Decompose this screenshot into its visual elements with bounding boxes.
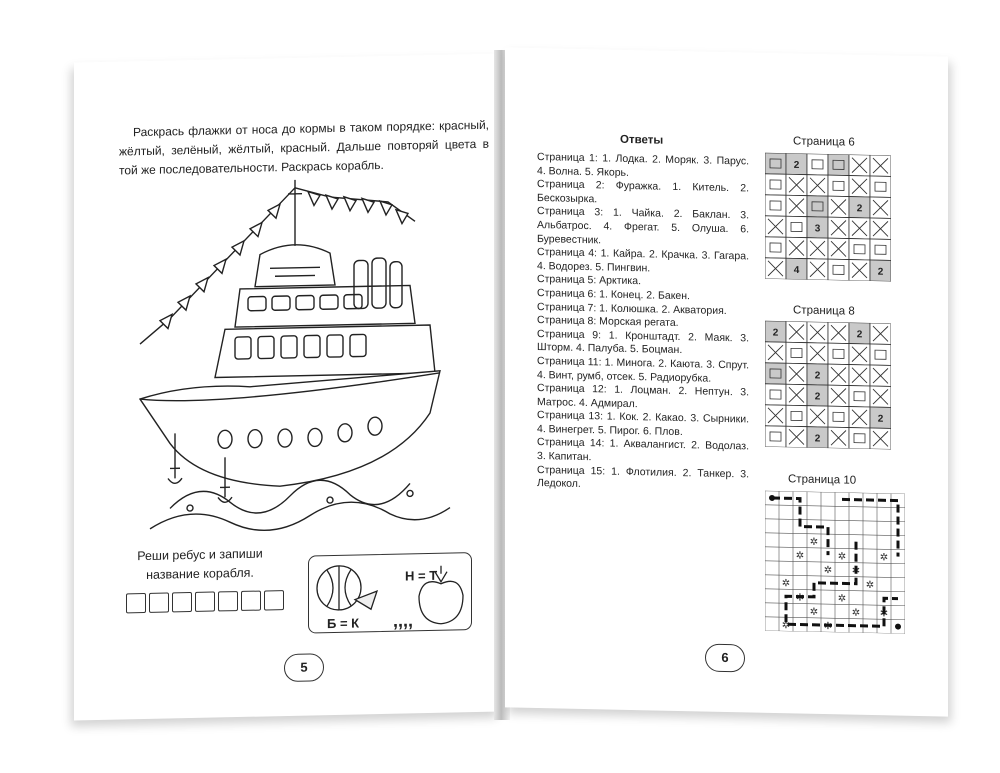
answer-item: Страница 1: 1. Лодка. 2. Моряк. 3. Парус. 4. Волна. 5. Якорь. (537, 151, 749, 179)
star-icon: ✲ (781, 578, 791, 590)
grid-cell (765, 384, 786, 405)
star-icon: ✲ (865, 579, 875, 592)
grid-cell (828, 343, 849, 364)
star-icon: ✲ (795, 550, 805, 562)
answer-box[interactable] (126, 593, 146, 613)
grid-cell (849, 239, 870, 260)
answer-box[interactable] (195, 592, 215, 612)
answer-box[interactable] (218, 591, 238, 611)
star-icon: ✲ (879, 608, 889, 620)
grid-digit: 2 (772, 327, 779, 339)
grid-cell (828, 259, 849, 280)
grid-cell (786, 216, 807, 237)
answer-item: Страница 3: 1. Чайка. 2. Баклан. 3. Альбатрос. 4. Фрегат. 5. Олуша. 6. Буревестник. (537, 205, 749, 246)
answer-item: Страница 9: 1. Кронштадт. 2. Маяк. 3. Шторм. 4. Палуба. 5. Боцман. (537, 327, 749, 357)
star-icon: ✲ (809, 606, 819, 618)
grid-digit: 2 (856, 203, 863, 215)
answer-item: Страница 12: 1. Лоцман. 2. Нептун. 3. Матрос. 4. Адмирал. (537, 382, 749, 410)
grid-cell (765, 174, 786, 195)
grid-digit: 2 (814, 433, 821, 445)
watermelon-strawberry-icon (309, 553, 471, 632)
answer-item: Страница 5: Арктика. (537, 273, 641, 288)
grid-cell (786, 405, 807, 426)
rebus-part1: Б = К (327, 615, 360, 632)
star-icon: ✲ (879, 552, 889, 564)
star-icon: ✲ (851, 565, 861, 577)
star-icon: ✲ (781, 620, 791, 632)
answer-item: Страница 15: 1. Флотилия. 2. Танкер. 3. Ледокол. (537, 463, 749, 491)
grid-cell (828, 175, 849, 196)
grid-cell (765, 195, 786, 216)
rebus-part2: Н = Т (405, 567, 438, 584)
grid-digit: 2 (877, 413, 884, 425)
answers-title: Ответы (620, 133, 664, 147)
grid-cell (786, 342, 807, 363)
answer-item: Страница 2: Фуражка. 1. Китель. 2. Бескозырка. (537, 178, 749, 206)
grid-cell (849, 386, 870, 407)
answer-box[interactable] (172, 592, 192, 612)
grid-digit: 2 (814, 391, 821, 403)
grid6-label: Страница 6 (793, 135, 855, 149)
grid-cell (765, 153, 786, 174)
answer-item: Страница 8: Морская регата. (537, 314, 679, 330)
rebus-instruction: Реши ребус и запиши название корабля. (137, 546, 263, 582)
answer-item: Страница 6: 1. Конец. 2. Бакен. (537, 286, 690, 303)
grid-digit: 2 (793, 159, 800, 172)
grid-digit: 2 (856, 329, 863, 341)
answer-item: Страница 4: 1. Кайра. 2. Крачка. 3. Гагара. 4. Водорез. 5. Пингвин. (537, 246, 749, 275)
answer-item: Страница 14: 1. Аквалангист. 2. Водолаз. 3. Капитан. (537, 436, 749, 464)
grid-digit: 3 (814, 223, 821, 235)
answer-item: Страница 11: 1. Минога. 2. Каюта. 3. Спрут. 4. Винт, румб, отсек. 5. Радиорубка. (537, 354, 749, 385)
page-number-right: 6 (705, 644, 745, 673)
star-icon: ✲ (795, 592, 805, 604)
rebus-commas: ,,,, (393, 610, 414, 631)
answer-item: Страница 7: 1. Колюшка. 2. Акватория. (537, 300, 727, 317)
grid-cell (807, 196, 828, 217)
grid-cell (765, 237, 786, 258)
grid8-puzzle (765, 321, 891, 450)
ship-illustration (130, 172, 460, 539)
left-page (74, 54, 500, 721)
star-icon: ✲ (837, 551, 847, 563)
grid-cell (765, 363, 786, 384)
grid-cell (870, 176, 891, 197)
answer-box[interactable] (264, 590, 284, 610)
star-icon: ✲ (823, 565, 833, 577)
grid-cell (765, 426, 786, 447)
answers-list (537, 151, 749, 495)
star-icon: ✲ (851, 607, 861, 619)
grid-cell (828, 154, 849, 175)
answer-boxes[interactable] (126, 590, 284, 613)
grid-cell (870, 344, 891, 365)
right-page (505, 47, 948, 716)
grid-digit: 2 (814, 370, 821, 382)
grid8-label: Страница 8 (793, 304, 855, 318)
grid-cell (870, 239, 891, 260)
page-number-left: 5 (284, 653, 324, 682)
grid10-label: Страница 10 (788, 473, 857, 487)
answer-box[interactable] (241, 591, 261, 611)
answer-box[interactable] (149, 592, 169, 612)
grid-digit: 4 (793, 264, 800, 277)
grid-cell (828, 406, 849, 427)
grid10-maze (765, 491, 905, 634)
answer-item: Страница 13: 1. Кок. 2. Какао. 3. Сырники. 4. Винегрет. 5. Пирог. 6. Плов. (537, 409, 749, 438)
grid-cell (849, 428, 870, 449)
coloring-instruction: Раскрась флажки от носа до кормы в таком порядке: красный, жёлтый, зелёный, жёлтый, красный. Дальше повторяй цвета в той же последовательности. Раскрась корабль. (119, 117, 489, 178)
star-icon: ✲ (837, 593, 847, 605)
star-icon: ✲ (809, 536, 819, 548)
grid-cell (807, 154, 828, 175)
star-icon: ✲ (823, 621, 833, 633)
grid6-puzzle (765, 153, 891, 282)
grid-digit: 2 (877, 266, 884, 278)
rebus-picture (308, 552, 472, 633)
